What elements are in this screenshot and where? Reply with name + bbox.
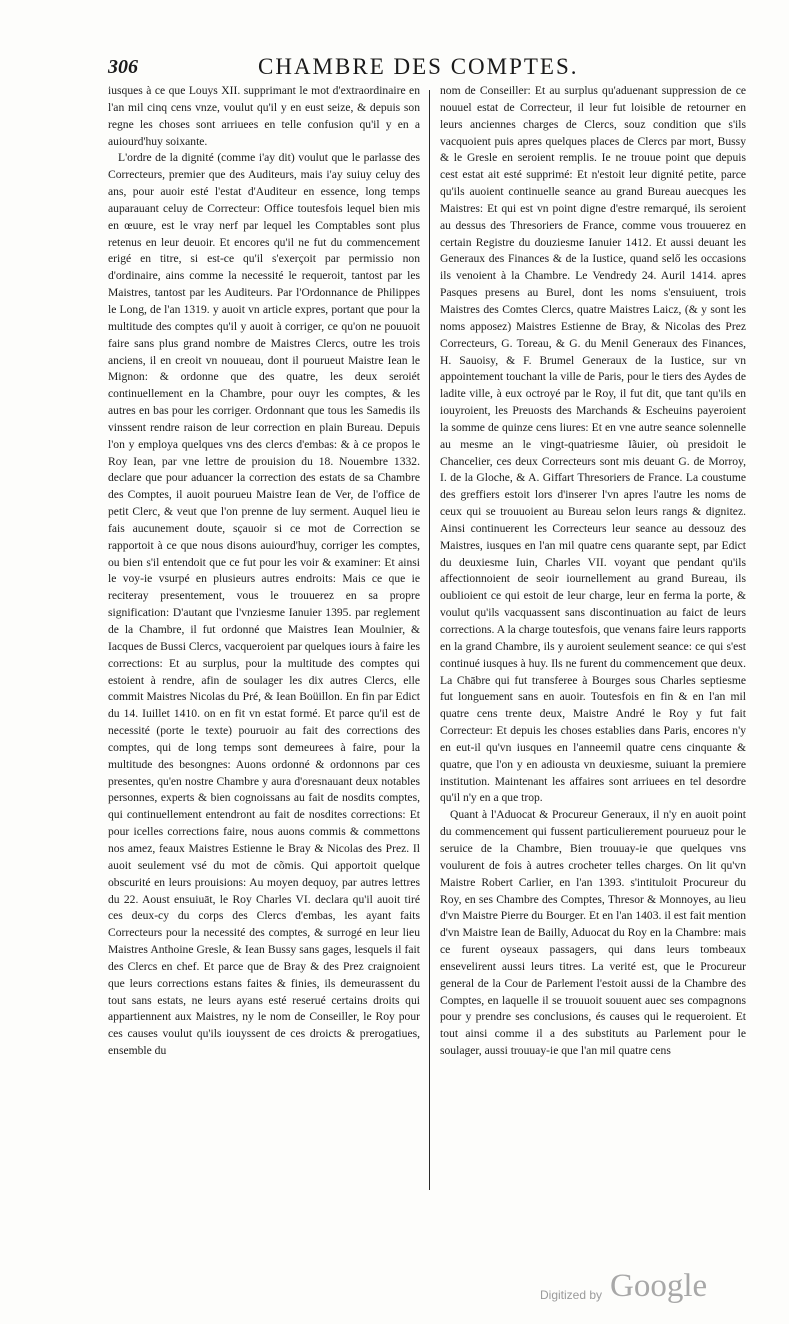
digitized-by-text: Digitized by	[540, 1288, 603, 1302]
page-number: 306	[108, 56, 138, 78]
left-paragraph-2: L'ordre de la dignité (comme i'ay dit) voulut que le parlasse des Correcteurs, premier que des Auditeurs, mais i'ay suiuy celuy des ans, pour auoir esté l'estat d'Auditeur en essence, long temps auparauant celuy de Correcteur: Office toutesfois lequel bien mis en œuure, est le vray nerf par lequel les Comptables sont plus retenus en leur deuoir. Et encores qu'il ne fut du commencement erigé en titre, si est-ce qu'il s'exerçoit par permissio non d'ordinaire, ains comme la necessité le requeroit, tantost par les Maistres, tantost par les Auditeurs. Par l'Ordonnance de Philippes le Long, de l'an 1319. y auoit vn article expres, portant que pour la multitude des comptes qu'il y auoit à corriger, ce qu'on ne pouuoit faire sans plus grand nombre de Maistres Clercs, outre les trois anciens, il en creoit vn nouueau, dont il pourueut Maistre Iean le Mignon: & ordonne que des quatre, les deux seroiét continuellement en la Chambre, pour ouyr les comptes, & les autres en bas pour les corriger. Ordonnant que tous les Samedis ils vinssent rendre raison de leur correction en plain Bureau. Depuis l'on y employa quelques vns des clercs d'embas: & à ce propos le Roy Iean, par vne lettre de prouision du 18. Nouembre 1332. declare que pour aduancer la correction des estats de sa Chambre des Comptes, il auoit pourueu Maistre Iean de Ver, de l'office de petit Clerc, & veut que l'on prenne de luy serment. Auquel lieu ie fais aucunement doute, sçauoir si ce mot de Correction se rapportoit à ce que nous disons auiourd'huy, corriger les comptes, ou bien s'il entendoit que ce fut pour les voir & examiner: Et ainsi le voy-ie vsurpé en plusieurs autres endroits: Mais ce que ie reciteray presentement, vous le trouuerez en sa propre signification: D'autant que l'vnziesme Ianuier 1395. par reglement de la Chambre, il fut ordonné que Maistres Iean Moulnier, & Iacques de Bussi Clercs, vacqueroient par quelques iours à faire les corrections: Et au surplus, pour la multitude des comptes qui estoient à rendre, afin de soulager les dix autres Clercs, elle commit Maistres Nicolas du Pré, & Iean Boüillon. En fin par Edict du 14. Iuillet 1410. on en fit vn estat formé. Et parce qu'il est de necessité (porte le texte) pouruoir au fait des corrections des comptes, qui de long temps sont demeurees à faire, pour la multitude des besongnes: Auons ordonné & ordonnons par ces presentes, qu'en nostre Chambre y aura d'oresnauant deux notables personnes, experts & bien cognoissans au fait de nosdits comptes, qui continuellement entendront au fait de nosdites corrections: Et pour icelles corrections faire, nous auons commis & commettons nos amez, feaux Maistres Estienne le Bray & Nicolas des Prez. Il auoit seulement vsé du mot de cõmis. Qui apportoit quelque obscurité en leurs prouisions: Au moyen dequoy, par autres lettres du 22. Aoust ensuiuāt, le Roy Charles VI. declara qu'il auoit tiré ces deux-cy du corps des Clercs d'embas, les ayant faits Correcteurs pour la necessité des comptes, & surrogé en leur lieu Maistres Anthoine Gresle, & Iean Bussy sans gages, lesquels il fait des Clercs en chef. Et parce que de Bray & des Prez craignoient que leurs corrections estans faites & finies, ils demeurassent du tout sans estats, ne leurs ayans esté reserué certains droits qui appartiennent aux Maistres, ny le nom de Conseiller, le Roy pour ces causes voulut qu'ils iouyssent de ces droicts & prerogatiues, ensemble du	[108, 151, 420, 1058]
left-paragraph-1: iusques à ce que Louys XII. supprimant le mot d'extraordinaire en l'an mil cinq cens vnze, voulut qu'il y en eust seize, & depuis son regne les choses sont arriuees en telle confusion qu'il y en a auiourd'huy soixante.	[108, 84, 420, 148]
column-divider	[429, 90, 430, 1190]
running-head: CHAMBRE DES COMPTES.	[258, 54, 579, 79]
google-logo: Google	[610, 1268, 708, 1304]
right-paragraph-2: Quant à l'Aduocat & Procureur Generaux, il n'y en auoit point du commencement qui fussent particulierement pourueuz pour le seruice de la Chambre, Bien trouuay-ie que quelques vns voulurent de fois à autres crocheter telles charges. On lit qu'vn Maistre Robert Carlier, en l'an 1393. s'intituloit Procureur du Roy, en ses Chambre des Comptes, Thresor & Monnoyes, au lieu d'vn Maistre Pierre du Bourger. Et en l'an 1403. il est fait mention d'vn Maistre Iean de Bailly, Aduocat du Roy en la Chambre: mais ce furent oyseaux passagers, qui dans leurs tombeaux ensevelirent aussi leurs titres. La verité est, que le Procureur general de la Cour de Parlement l'estoit aussi de la Chambre des Comptes, en laquelle il se trouuoit souuent auec ses compagnons pour y prendre ses conclusions, és causes qui le requeroient. Et tout ainsi comme il a des substituts au Parlement pour le soulager, aussi trouuay-ie que l'an mil quatre cens	[440, 808, 746, 1058]
digitization-watermark	[540, 1268, 750, 1312]
right-column	[440, 83, 746, 1203]
right-paragraph-1: nom de Conseiller: Et au surplus qu'aduenant suppression de ce nouuel estat de Correcteur, il leur fut loisible de retourner en leurs anciennes charges de Clercs, souz condition que s'ils vacquoient puis apres quelques places de Clercs par mort, Bussy & le Gresle en seroient remplis. Ie ne trouue point que depuis cest estat ait esté supprimé: Et n'estoit leur dignité petite, parce qu'ils auoient continuelle seance au grand Bureau auecques les Maistres: Et qui est vn point digne d'estre remarqué, ils seroient au dessus des Thresoriers de France, comme vous trouuerez en certain Registre du douziesme Ianuier 1412. Et aussi deuant les Generaux des Finances & de la Iustice, quand selő les occasions ils venoient à la Chambre. Le Vendredy 24. Auril 1414. apres Pasques presens au Burel, dont les noms s'ensuiuent, trois Maistres des Comtes Clercs, quatre Maistres Laicz, (& y sont les noms apposez) Maistres Estienne de Bray, & Nicolas des Prez Correcteurs, G. Toreau, & G. du Menil Generaux des Finances, H. Sauoisy, & F. Brumel Generaux de la Iustice, sur vn appointement touchant la ville de Paris, pour le tiers des Aydes de ladite ville, à eux octroyé par le Roy, il fut dit, que tant qu'ils en iouyroient, les Preuosts des Marchands & Escheuins payeroient la somme de quinze cens liures: Et en vne autre seance solennelle au mesme an le vingt-quatriesme Iãuier, où presidoit le Chancelier, ces deux Correcteurs sont mis deuant G. de Morroy, I. de la Gloche, & A. Giffart Thresoriers de France. La coustume des greffiers estoit lors d'inserer l'vn apres l'autre les noms de ceux qui se trouuoient au Bureau selon leurs rangs & dignitez. Ainsi continuerent les Correcteurs leur seance au dessouz des Maistres, iusques en l'an mil quatre cens quarante sept, par Edict du deuxiesme Iuin, Charles VII. voyant que pendant qu'ils affectionnoient de seoir iournellement au grand Bureau, ils oublioient ce qui estoit de leur charge, leur en ferma la porte, & voulut qu'ils vacquassent sans discontinuation au faict de leurs corrections. A la charge toutesfois, que venans faire leurs rapports en la grand Chambre, ils y auroient seulement seance: ce qui s'est continué iusques à huy. Ils ne furent du commencement que deux. La Chābre qui fut transferee à Bourges sous Charles septiesme fut longuement sans en auoir. Toutesfois en fin & en l'an mil quatre cens trente deux, Maistre André le Roy y fut fait Correcteur: Et depuis les choses establies dans Paris, encores n'y en eut-il qu'vn iusques en l'anneemil quatre cens cinquante & quatre, que l'on y en adiousta vn deuxiesme, suiuant la premiere institution. Maintenant les affaires sont arriuees en tel desordre qu'il n'y en a que trop.	[440, 84, 746, 805]
left-column	[108, 83, 420, 1203]
page-header	[108, 54, 743, 82]
